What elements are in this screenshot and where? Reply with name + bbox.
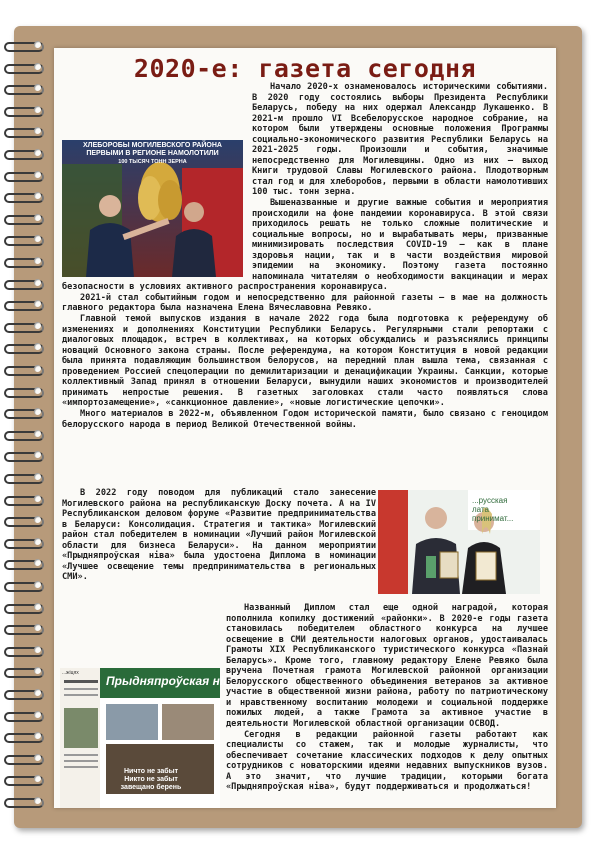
spiral-hole — [34, 754, 41, 761]
spiral-ring — [4, 645, 48, 655]
spiral-ring — [4, 386, 48, 396]
spiral-ring — [4, 580, 48, 590]
spiral-hole — [34, 279, 41, 286]
harvest-caption-line1: ХЛЕБОРОБЫ МОГИЛЕВСКОГО РАЙОНА — [83, 142, 222, 149]
spiral-hole — [34, 473, 41, 480]
paragraph: Названный Диплом стал еще одной наградой, которая пополнила копилку достижений «районки». В 2020-е годы газета становилась победителем областного конкурса на лучшее освещение в СМИ деятельности налоговых органов, удостаивалась Грамоты XIX Республиканского туристического конкурса «Пазнай Беларусь». Кроме того, главному редактору Елене Ревяко была вручена Почетная грамота Могилевской районной организации Белорусского общественного объединения ветеранов за активное участие в общественной жизни района, работу по патриотическому и нравственному воспитанию молодежи и социальной поддержке пожилых людей, а также Грамота за активное участие в деятельности Могилевской областной организации ОСВОД. — [226, 603, 548, 730]
notebook-page — [54, 48, 556, 808]
award-photo-spacer — [376, 488, 548, 596]
spiral-ring — [4, 515, 48, 525]
newspaper-tag: ...жіцях — [62, 670, 79, 676]
spiral-hole — [34, 495, 41, 502]
spiral-hole — [34, 689, 41, 696]
spiral-hole — [34, 106, 41, 113]
spiral-hole — [34, 430, 41, 437]
spiral-ring — [4, 450, 48, 460]
spiral-hole — [34, 41, 41, 48]
harvest-caption-line2: ПЕРВЫМИ В РЕГИОНЕ НАМОЛОТИЛИ — [86, 150, 219, 157]
spiral-ring — [4, 148, 48, 158]
spiral-ring — [4, 429, 48, 439]
notebook-frame — [14, 26, 582, 828]
article-text-flow-2 — [62, 488, 548, 596]
spiral-ring — [4, 602, 48, 612]
spiral-ring — [4, 191, 48, 201]
paragraph: Главной темой выпусков издания в начале 2022 года была подготовка к референдуму об изменениях и дополнениях Конституции Республики Беларусь. Регулярными стали репортажи с диалоговых площадок, встреч в коллективах, на которых обсуждались и разъяснялись принципы новаций Основного закона страны. После референдума, на котором Конституция в новой редакции была принята подавляющим большинством белорусов, на передний план вышла тема, связанная с проведением Россией спецоперации по демилитаризации и денацификации Украины. Санкции, которые коллективный Запад принял в отношении Беларуси, вынудили наших экономистов и производителей принимать непростые решения. В газетных заголовках стали часто появляться слова «импортозамещение», «санкционное давление», «новые логистические цепочки». — [62, 314, 548, 409]
spiral-ring — [4, 299, 48, 309]
page-title: 2020-е: газета сегодня — [133, 54, 477, 83]
spiral-hole — [34, 149, 41, 156]
paragraph: Начало 2020-х ознаменовалось историческими событиями. В 2020 году состоялись выборы Президента Республики Беларусь, победу на них одержал Александр Лукашенко. В 2021-м прошло VI Всебелорусское народное собрание, на котором были утверждены основные положения Программы социально-экономического развития Республики Беларусь на 2021-2025 годы. Произошли и события, значимые непосредственно для Могилевщины. Одно из них – выход Книги трудовой Славы Могилевского района. Плодотворным стал год и для хлеборобов, первыми в области намолотивших 100 тыс. тонн зерна. — [252, 82, 548, 198]
spiral-ring — [4, 256, 48, 266]
spiral-ring — [4, 494, 48, 504]
newspaper-photo-spacer — [62, 667, 226, 808]
paragraph: 2021-й стал событийным годом и непосредственно для районной газеты – в мае на должность главного редактора была назначена Елена Вячеславовна Ревяко. — [62, 292, 548, 314]
spiral-hole — [34, 171, 41, 178]
spiral-hole — [34, 581, 41, 588]
spiral-hole — [34, 214, 41, 221]
newspaper-headline: Ничто не забыт Никто не забыт завещано берень — [120, 768, 182, 791]
harvest-caption-line3: 100 ТЫСЯЧ ТОНН ЗЕРНА — [118, 159, 187, 165]
spiral-hole — [34, 387, 41, 394]
spiral-ring — [4, 731, 48, 741]
spiral-ring — [4, 472, 48, 482]
spiral-hole — [34, 63, 41, 70]
spiral-ring — [4, 105, 48, 115]
spiral-hole — [34, 603, 41, 610]
spiral-ring — [4, 688, 48, 698]
spiral-hole — [34, 711, 41, 718]
spiral-ring — [4, 537, 48, 547]
spiral-ring — [4, 40, 48, 50]
spiral-binding — [4, 40, 54, 820]
spiral-ring — [4, 796, 48, 806]
article-text-flow-1 — [62, 82, 548, 430]
spiral-ring — [4, 407, 48, 417]
spiral-ring — [4, 278, 48, 288]
paragraph: В 2022 году поводом для публикаций стало занесение Могилевского района на республиканскую Доску почета. А на IV Республиканском деловом форуме «Развитие предпринимательства в Беларуси: Консолидация. Стратегия и тактика» Могилевский район стал победителем в номинации «Лучший район Могилевской области для бизнеса Беларуси». На данном мероприятии «Прыдняпроўская ніва» была удостоена Диплома в номинации «Лучшее освещение темы предпринимательства в региональных СМИ». — [62, 488, 376, 583]
spiral-hole — [34, 257, 41, 264]
article-text-flow-3 — [62, 603, 548, 808]
spiral-ring — [4, 83, 48, 93]
spiral-ring — [4, 126, 48, 136]
spiral-ring — [4, 213, 48, 223]
spiral-ring — [4, 666, 48, 676]
newspaper-masthead: Прыдняпроўская ніва — [106, 674, 237, 688]
spiral-ring — [4, 753, 48, 763]
spiral-ring — [4, 623, 48, 633]
spiral-ring — [4, 170, 48, 180]
harvest-photo-spacer — [62, 140, 248, 279]
spiral-ring — [4, 321, 48, 331]
spiral-ring — [4, 710, 48, 720]
spiral-ring — [4, 234, 48, 244]
paragraph: Сегодня в редакции районной газеты работают как специалисты со стажем, так и молодые журналисты, что обеспечивает сочетание классических подходов к делу опытных сотрудников с новаторскими идеями недавних выпускников вузов. А это значит, что лучшие традиции, которыми богата «Прыдняпроўская ніва», будут поддерживаться и продолжаться! — [226, 729, 548, 793]
spiral-hole — [34, 646, 41, 653]
paragraph: Много материалов в 2022-м, объявленном Годом исторической памяти, было связано с геноцидом белорусского народа в период Великой Отечественной войны. — [62, 408, 548, 430]
award-photo-banner: ...русская лата принимат... — [472, 496, 514, 523]
paragraph: Вышеназванные и другие важные события и мероприятия происходили на фоне пандемии коронавируса. В этой связи приходилось решать не только сложные политические и социальные вопросы, но и вырабатывать меры, призванные минимизировать последствия COVID-19 – как в плане здоровья нации, так и в части воздействия мировой эпидемии на экономику. Поэтому газета постоянно напоминала читателям о необходимости вакцинации и мерах безопасности в условиях активного распространения коронавируса. — [62, 198, 548, 293]
spiral-ring — [4, 342, 48, 352]
spiral-hole — [34, 538, 41, 545]
spiral-ring — [4, 774, 48, 784]
spiral-hole — [34, 797, 41, 804]
spiral-ring — [4, 62, 48, 72]
spiral-ring — [4, 558, 48, 568]
spiral-hole — [34, 322, 41, 329]
spiral-ring — [4, 364, 48, 374]
spiral-hole — [34, 365, 41, 372]
